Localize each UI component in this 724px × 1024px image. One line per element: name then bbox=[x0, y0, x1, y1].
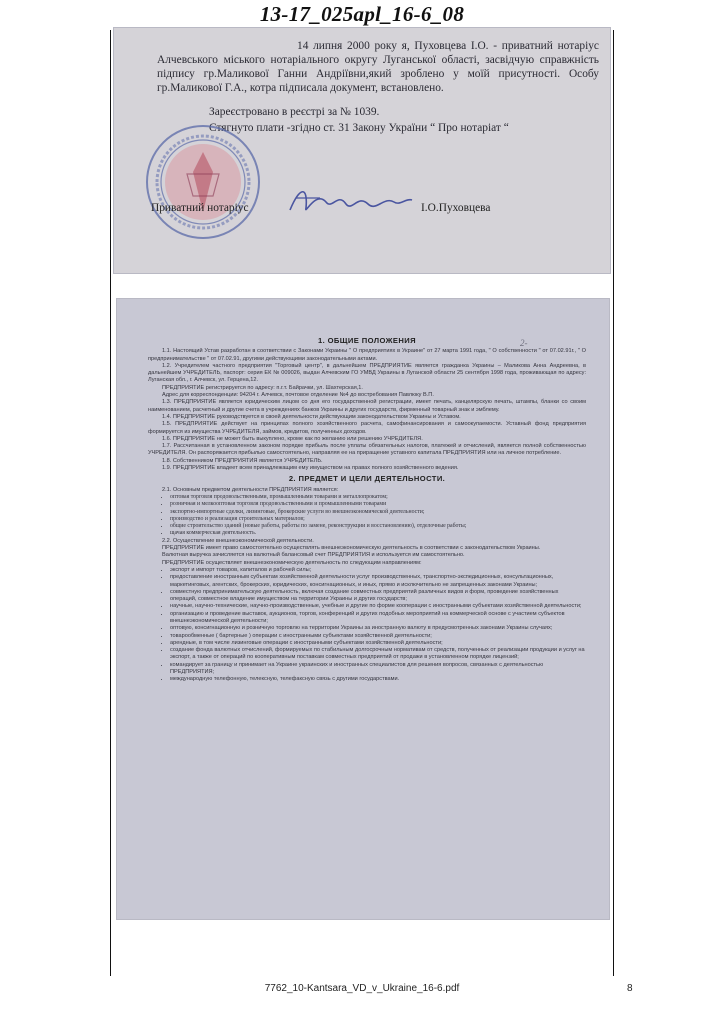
list-item: • организацию и проведение выставок, аукционов, торгов, конференций и других подобных мероприятий на коммерческой основе с участием субъектов внешнеэкономической деятельности; bbox=[170, 611, 586, 626]
notary-certification-paragraph: 14 липня 2000 року я, Пуховцева І.О. - приватний нотаріус Алчевського міського нотаріального округу Луганської області, засвідчую справжність підпису гр.Маликової Ганни Андріївни,який зроблено у моїй присутності. Особу гр.Маликової Г.А., котра підписала документ, встановлено. bbox=[157, 40, 599, 94]
clause-1-9: 1.9. ПРЕДПРИЯТИЕ владеет всем принадлежащим ему имуществом на правах полного хозяйственного ведения. bbox=[162, 465, 459, 472]
notary-signature-row bbox=[151, 180, 571, 220]
clause-correspondence-address: Адрес для корреспонденции: 94204 г. Алчевск, почтовое отделение №4 до востребования Павлюку В.П. bbox=[162, 392, 434, 399]
clause-1-5: 1.5. ПРЕДПРИЯТИЕ действует на принципах полного хозяйственного расчета, самофинансирования и самоокупаемости. Уставный фонд предприятия формируется из имущества УЧРЕДИТЕЛЯ, займов, кредитов, полученных доходов. bbox=[148, 421, 586, 435]
clause-1-6: 1.6. ПРЕДПРИЯТИЕ не может быть выкуплено, кроме как по желанию или решению УЧРЕДИТЕЛЯ. bbox=[162, 435, 423, 442]
list-item: • производство и реализация строительных материалов; bbox=[170, 516, 586, 523]
list-item: • экспортно-импортные сделки, лизинговые, брокерские услуги во внешнеэкономической деятельности; bbox=[170, 509, 586, 516]
clause-1-1: 1.1. Настоящий Устав разработан в соответствии с Законами Украины " О предприятиях в Украине" от 27 марта 1991 года, " О собственности " от 07.02.91г., " О предпринимательстве " от 07.02.91, другими действующими законодательными актами. bbox=[148, 348, 586, 362]
list-item: • международную телефонную, телексную, телефаксную связь с другими государствами. bbox=[170, 676, 586, 683]
list-item: • предоставление иностранным субъектам хозяйственной деятельности услуг производственных, транспортно-экспедиционных, консультационных, маркетинговых, агентских, брокерских, юридических, консигнационных, и иных, прямо и исключительно не запрещенных законами Украины; bbox=[170, 574, 586, 589]
clause-1-4: 1.4. ПРЕДПРИЯТИЕ руководствуется в своей деятельности действующим законодательством Украины и Уставом. bbox=[162, 413, 461, 420]
list-item: • розничная и мелкооптовая торговля продовольственными и промышленными товарами bbox=[170, 501, 586, 508]
charter-text-block bbox=[148, 334, 586, 684]
list-item: • щачая коммерческая деятельность. bbox=[170, 530, 586, 537]
footer-filename: 7762_10-Kantsara_VD_v_Ukraine_16-6.pdf bbox=[264, 983, 460, 994]
fee-statement: Стягнуто плати -згідно ст. 31 Закону України “ Про нотаріат “ bbox=[209, 122, 509, 134]
list-item: • совместную предпринимательскую деятельность, включая создание совместных предприятий различных видов и форм, проведение хозяйственных операций, совместное владение имуществом на территории Украины и других государств; bbox=[170, 589, 586, 604]
notary-certificate-scan bbox=[113, 27, 611, 274]
list-item: • научные, научно-технические, научно-производственные, учебные и другие по форме кооперации с иностранными субъектами хозяйственной деятельности; bbox=[170, 603, 586, 610]
clause-1-2: 1.2. Учредителем частного предприятия "Торговый центр", в дальнейшем ПРЕДПРИЯТИЕ является гражданка Украины – Маликова Анна Андреевна, в дальнейшем УЧРЕДИТЕЛЬ, паспорт: серия ЕК № 009026, выдан Алчевским ГО УМВД Украины в Луганской области 25 сентября 1998 года, проживающая по адресу: Луганская обл., г. Алчевск, ул. Герцена,12. bbox=[148, 362, 586, 384]
list-item: • оптовую, консигнационную и розничную торговлю на территории Украины за иностранную валюту в предусмотренных законами Украины случаях; bbox=[170, 625, 586, 632]
clause-2-2-a: ПРЕДПРИЯТИЕ имеет право самостоятельно осуществлять внешнеэкономическую деятельность в соответствии с законодательством Украины. bbox=[162, 545, 541, 552]
list-item: • оптовая торговля продовольственными, промышленными товарами и металлопрокатом; bbox=[170, 494, 586, 501]
list-item: • экспорт и импорт товаров, капиталов и рабочей силы; bbox=[170, 567, 586, 574]
list-item: • общие строительство зданий (новые работы, работы по замене, реконструкции и восстановлению), отделочные работы; bbox=[170, 523, 586, 530]
clause-1-7: 1.7. Рассчитанная в установленном законом порядке прибыль после уплаты обязательных налогов, платежей и отчислений, является полной собственностью УЧРЕДИТЕЛЯ. Он распоряжается прибылью самостоятельно, направляя ее на приращение уставного капитала ПРЕДПРИЯТИЯ или на личное потребление. bbox=[148, 443, 586, 457]
registry-entry: Зареєстровано в реєстрі за № 1039. bbox=[209, 106, 380, 118]
clause-2-2-c: ПРЕДПРИЯТИЕ осуществляет внешнеэкономическую деятельность по следующим направлениям: bbox=[162, 559, 422, 566]
list-item: • товарообменные ( бартерные ) операции с иностранными субъектами хозяйственной деятельности; bbox=[170, 633, 586, 640]
footer-page-number: 8 bbox=[627, 983, 633, 994]
clause-1-3: 1.3. ПРЕДПРИЯТИЕ является юридическим лицом со дня его государственной регистрации, имеет печать, канцелярскую печать, штампы, бланки со своим наименованием, расчетный и другие счета в учреждениях банков Украины и других государств, фирменный товарный знак и эмблему. bbox=[148, 399, 586, 413]
clause-2-1: 2.1. Основным предметом деятельности ПРЕДПРИЯТИЯ является: bbox=[162, 486, 339, 493]
right-margin-rule bbox=[613, 30, 614, 976]
foreign-activities-list bbox=[148, 567, 586, 684]
activities-list bbox=[148, 494, 586, 538]
clause-2-2-b: Валютная выручка зачисляется на валютный балансовый счет ПРЕДПРИЯТИЯ и используется им самостоятельно. bbox=[162, 552, 465, 559]
clause-registration-address: ПРЕДПРИЯТИЕ регистрируется по адресу: п.г.т. Байрачки, ул. Шахтерская,1. bbox=[162, 384, 363, 391]
list-item: • арендные, в том числе лизинговые операции с иностранными субъектами хозяйственной деятельности; bbox=[170, 640, 586, 647]
notary-name: І.О.Пуховцева bbox=[421, 202, 491, 214]
clause-2-2: 2.2. Осуществление внешнеэкономической деятельности. bbox=[162, 537, 314, 544]
section-1-title: 1. ОБЩИЕ ПОЛОЖЕНИЯ bbox=[317, 336, 417, 345]
list-item: • командирует за границу и принимает на Украине украинских и иностранных специалистов для решения вопросов, связанных с деятельностью ПРЕДПРИЯТИЯ; bbox=[170, 662, 586, 677]
charter-page-scan bbox=[116, 298, 610, 920]
left-margin-rule bbox=[110, 30, 111, 976]
document-header-title: 13-17_025apl_16-6_08 bbox=[259, 2, 465, 26]
list-item: • создание фонда валютных отчислений, формируемых по стабильным долгосрочным нормативам от средств, полученных от реализации продукции и услуг на экспорт, а также от операций по кооперативным поставкам совместных предприятий от продажи в установленном порядке лицензий; bbox=[170, 647, 586, 662]
clause-1-8: 1.8. Собственником ПРЕДПРИЯТИЯ является УЧРЕДИТЕЛЬ. bbox=[162, 457, 323, 464]
signature-label: Приватний нотаріус bbox=[151, 202, 249, 214]
section-2-title: 2. ПРЕДМЕТ И ЦЕЛИ ДЕЯТЕЛЬНОСТИ. bbox=[288, 474, 446, 484]
handwritten-page-mark: 2- bbox=[520, 338, 528, 348]
handwritten-signature bbox=[286, 180, 416, 220]
notary-text-block bbox=[157, 39, 599, 135]
